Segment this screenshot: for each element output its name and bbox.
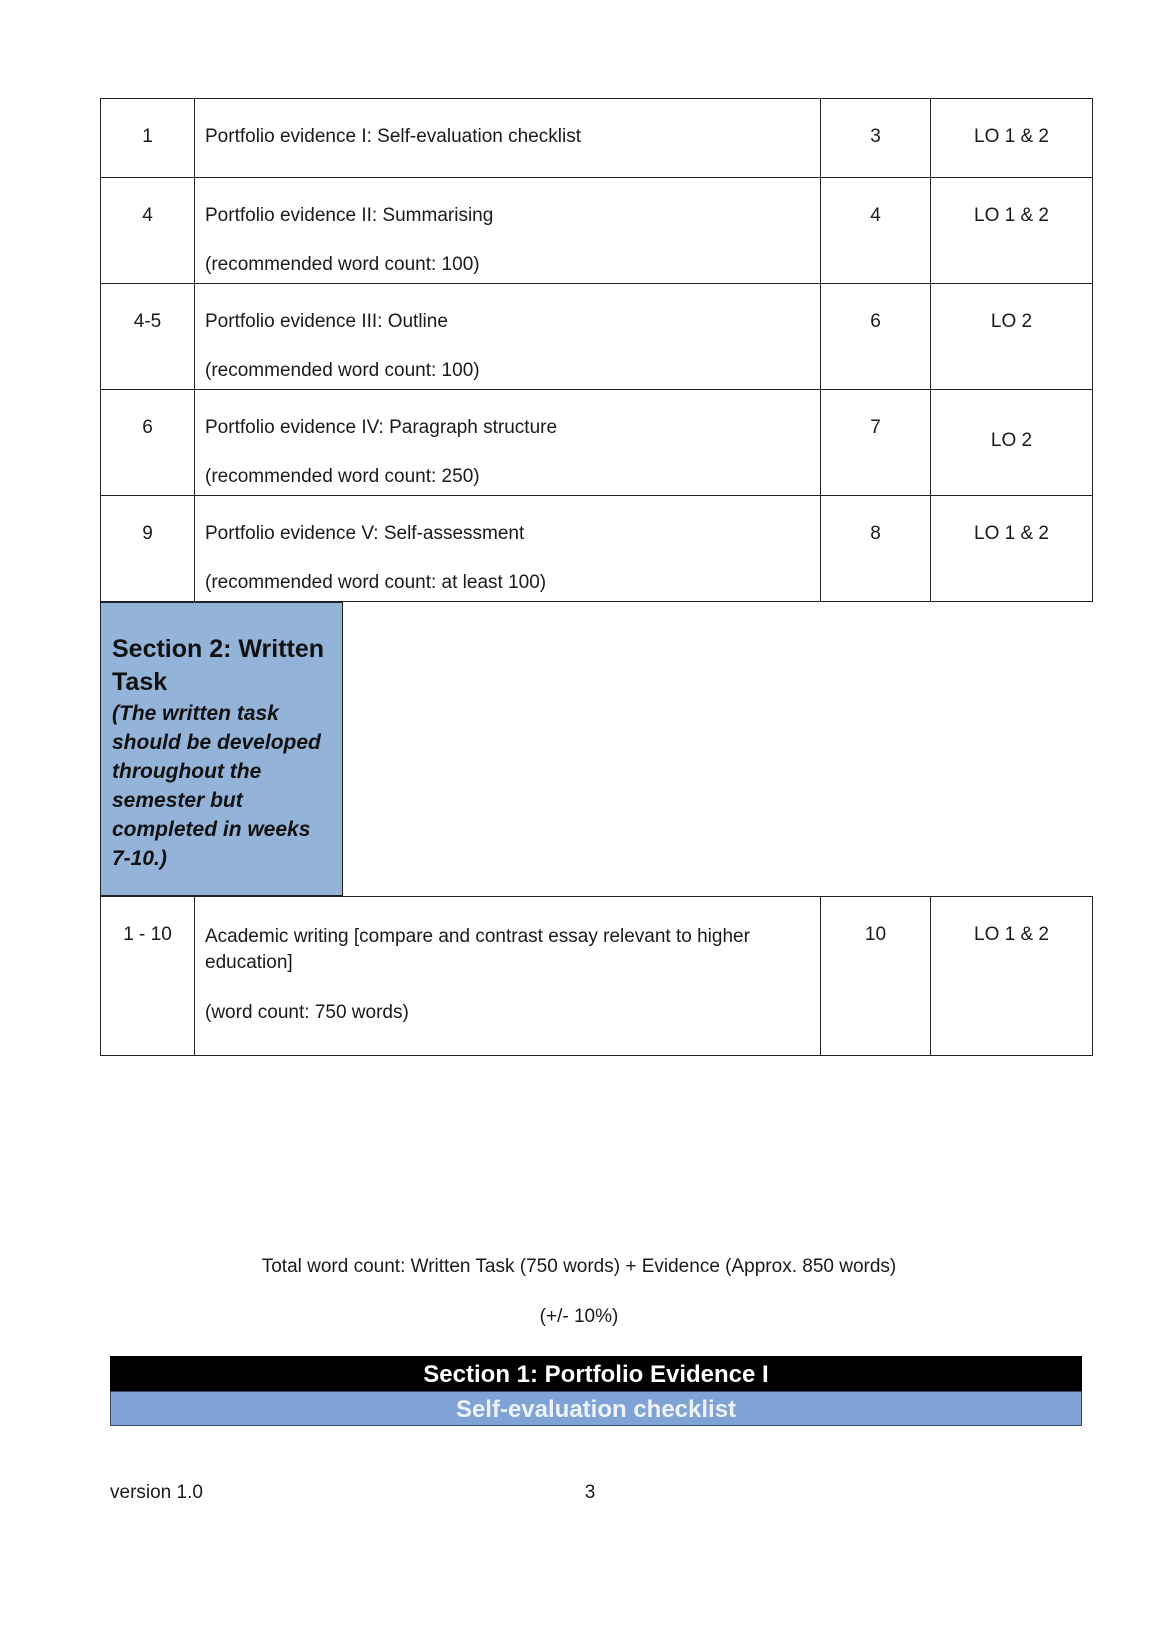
lo-cell: LO 1 & 2 — [974, 126, 1049, 147]
week-cell: 6 — [142, 417, 153, 438]
lo-cell: LO 1 & 2 — [974, 523, 1049, 544]
points-cell: 8 — [870, 523, 881, 544]
week-cell: 4 — [142, 205, 153, 226]
table-row — [101, 496, 1093, 602]
week-cell: 1 — [142, 126, 153, 147]
task-title: Portfolio evidence IV: Paragraph structure — [205, 417, 558, 438]
task-note: (word count: 750 words) — [205, 1002, 409, 1023]
points-cell: 3 — [870, 126, 881, 147]
footer-version: version 1.0 — [110, 1482, 203, 1503]
task-note: (recommended word count: at least 100) — [205, 572, 547, 593]
task-title: Academic writing [compare and contrast essay relevant to higher education] — [205, 926, 750, 973]
section-2-heading-cell — [100, 602, 343, 896]
week-cell: 9 — [142, 523, 153, 544]
week-cell: 1 - 10 — [123, 924, 172, 945]
points-cell: 7 — [870, 417, 881, 438]
task-title: Portfolio evidence I: Self-evaluation checklist — [205, 126, 581, 147]
task-note: (recommended word count: 250) — [205, 466, 480, 487]
table-row — [101, 897, 1093, 1056]
lo-cell: LO 2 — [990, 311, 1033, 332]
section-2-title: Section 2: Written Task — [112, 635, 325, 696]
lo-cell: LO 2 — [990, 430, 1033, 451]
section-1-subtitle-banner: Self-evaluation checklist — [110, 1391, 1082, 1426]
section-2-subtitle: (The written task should be developed throughout the semester but completed in weeks 7-10.) — [112, 702, 321, 870]
lo-cell: LO 1 & 2 — [974, 924, 1049, 945]
table-row — [101, 390, 1093, 496]
total-word-count: Total word count: Written Task (750 words) + Evidence (Approx. 850 words) — [261, 1256, 897, 1277]
table-row — [101, 99, 1093, 178]
task-note: (recommended word count: 100) — [205, 360, 480, 381]
task-note: (recommended word count: 100) — [205, 254, 480, 275]
points-cell: 6 — [870, 311, 881, 332]
word-count-tolerance: (+/- 10%) — [539, 1306, 619, 1327]
task-title: Portfolio evidence III: Outline — [205, 311, 448, 332]
points-cell: 4 — [870, 205, 881, 226]
table-row — [101, 178, 1093, 284]
evidence-table — [100, 98, 1093, 602]
table-row — [101, 284, 1093, 390]
lo-cell: LO 1 & 2 — [974, 205, 1049, 226]
section-1-banner: Section 1: Portfolio Evidence I — [110, 1356, 1082, 1391]
task-title: Portfolio evidence V: Self-assessment — [205, 523, 525, 544]
written-task-table — [100, 896, 1093, 1056]
points-cell: 10 — [864, 924, 887, 945]
week-cell: 4-5 — [133, 311, 162, 332]
task-title: Portfolio evidence II: Summarising — [205, 205, 494, 226]
footer-page-number: 3 — [584, 1482, 596, 1503]
